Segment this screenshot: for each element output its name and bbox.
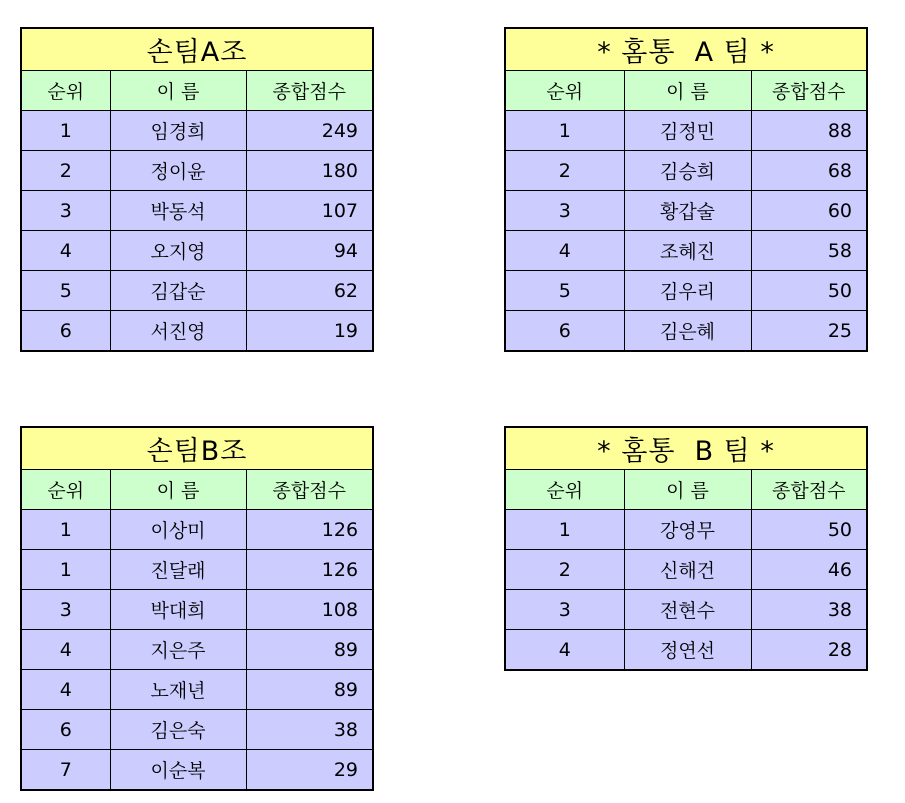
rank-cell: 2 bbox=[505, 550, 624, 590]
name-cell: 김은혜 bbox=[624, 311, 751, 352]
name-cell: 김은숙 bbox=[110, 710, 246, 750]
rank-cell: 3 bbox=[21, 590, 110, 630]
rank-cell: 3 bbox=[21, 191, 110, 231]
rank-cell: 2 bbox=[505, 151, 624, 191]
table-row bbox=[21, 710, 373, 750]
name-cell: 김갑순 bbox=[110, 271, 246, 311]
table-row bbox=[505, 630, 867, 671]
name-cell: 신해건 bbox=[624, 550, 751, 590]
name-cell: 박동석 bbox=[110, 191, 246, 231]
table-row bbox=[21, 510, 373, 550]
score-cell: 62 bbox=[246, 271, 373, 311]
table-row bbox=[505, 271, 867, 311]
table-row bbox=[21, 151, 373, 191]
rank-cell: 1 bbox=[21, 550, 110, 590]
score-cell: 28 bbox=[751, 630, 867, 671]
rank-cell: 2 bbox=[21, 151, 110, 191]
score-cell: 60 bbox=[751, 191, 867, 231]
col-score-header: 종합점수 bbox=[751, 470, 867, 510]
header-row bbox=[505, 470, 867, 510]
name-cell: 오지영 bbox=[110, 231, 246, 271]
team-table-hand-b bbox=[20, 426, 374, 791]
col-score-header: 종합점수 bbox=[751, 71, 867, 111]
name-cell: 김승희 bbox=[624, 151, 751, 191]
score-cell: 88 bbox=[751, 111, 867, 151]
name-cell: 강영무 bbox=[624, 510, 751, 550]
rank-cell: 4 bbox=[505, 231, 624, 271]
rank-cell: 1 bbox=[505, 111, 624, 151]
score-cell: 58 bbox=[751, 231, 867, 271]
table-title: * 홈통 B 팀 * bbox=[505, 427, 867, 470]
table-row bbox=[21, 231, 373, 271]
col-rank-header: 순위 bbox=[21, 470, 110, 510]
name-cell: 황갑술 bbox=[624, 191, 751, 231]
table-row bbox=[21, 550, 373, 590]
score-cell: 180 bbox=[246, 151, 373, 191]
rank-cell: 1 bbox=[21, 111, 110, 151]
score-cell: 19 bbox=[246, 311, 373, 352]
rank-cell: 4 bbox=[21, 231, 110, 271]
table-row bbox=[505, 590, 867, 630]
rank-cell: 5 bbox=[505, 271, 624, 311]
name-cell: 조혜진 bbox=[624, 231, 751, 271]
name-cell: 서진영 bbox=[110, 311, 246, 352]
score-cell: 89 bbox=[246, 670, 373, 710]
table-row bbox=[505, 111, 867, 151]
table-row bbox=[21, 670, 373, 710]
score-cell: 38 bbox=[246, 710, 373, 750]
name-cell: 이상미 bbox=[110, 510, 246, 550]
name-cell: 김정민 bbox=[624, 111, 751, 151]
rank-cell: 6 bbox=[505, 311, 624, 352]
score-cell: 126 bbox=[246, 550, 373, 590]
table-title: * 홈통 A 팀 * bbox=[505, 28, 867, 71]
rank-cell: 1 bbox=[505, 510, 624, 550]
col-name-header: 이 름 bbox=[624, 470, 751, 510]
col-name-header: 이 름 bbox=[110, 71, 246, 111]
score-cell: 25 bbox=[751, 311, 867, 352]
name-cell: 박대희 bbox=[110, 590, 246, 630]
name-cell: 전현수 bbox=[624, 590, 751, 630]
col-rank-header: 순위 bbox=[21, 71, 110, 111]
col-name-header: 이 름 bbox=[110, 470, 246, 510]
table-row bbox=[21, 191, 373, 231]
table-title: 손팀B조 bbox=[21, 427, 373, 470]
table-row bbox=[21, 111, 373, 151]
table-row bbox=[505, 311, 867, 352]
score-cell: 108 bbox=[246, 590, 373, 630]
table-row bbox=[505, 510, 867, 550]
rank-cell: 7 bbox=[21, 750, 110, 791]
score-cell: 94 bbox=[246, 231, 373, 271]
table-row bbox=[21, 750, 373, 791]
name-cell: 정연선 bbox=[624, 630, 751, 671]
team-table-hoomtong-b bbox=[504, 426, 868, 671]
col-score-header: 종합점수 bbox=[246, 71, 373, 111]
table-row bbox=[505, 151, 867, 191]
score-cell: 46 bbox=[751, 550, 867, 590]
rank-cell: 1 bbox=[21, 510, 110, 550]
name-cell: 지은주 bbox=[110, 630, 246, 670]
table-title: 손팀A조 bbox=[21, 28, 373, 71]
score-cell: 38 bbox=[751, 590, 867, 630]
rank-cell: 4 bbox=[21, 630, 110, 670]
rank-cell: 3 bbox=[505, 590, 624, 630]
name-cell: 김우리 bbox=[624, 271, 751, 311]
score-cell: 50 bbox=[751, 510, 867, 550]
table-row bbox=[21, 311, 373, 352]
score-cell: 126 bbox=[246, 510, 373, 550]
table-row bbox=[505, 550, 867, 590]
score-cell: 107 bbox=[246, 191, 373, 231]
score-cell: 50 bbox=[751, 271, 867, 311]
col-rank-header: 순위 bbox=[505, 470, 624, 510]
team-table-hoomtong-a bbox=[504, 27, 868, 352]
score-cell: 249 bbox=[246, 111, 373, 151]
score-cell: 89 bbox=[246, 630, 373, 670]
rank-cell: 4 bbox=[21, 670, 110, 710]
rank-cell: 6 bbox=[21, 311, 110, 352]
name-cell: 이순복 bbox=[110, 750, 246, 791]
col-score-header: 종합점수 bbox=[246, 470, 373, 510]
rank-cell: 4 bbox=[505, 630, 624, 671]
team-table-hand-a bbox=[20, 27, 374, 352]
rank-cell: 6 bbox=[21, 710, 110, 750]
table-row bbox=[21, 271, 373, 311]
name-cell: 노재년 bbox=[110, 670, 246, 710]
name-cell: 정이윤 bbox=[110, 151, 246, 191]
header-row bbox=[21, 470, 373, 510]
col-name-header: 이 름 bbox=[624, 71, 751, 111]
table-row bbox=[505, 231, 867, 271]
name-cell: 임경희 bbox=[110, 111, 246, 151]
table-row bbox=[505, 191, 867, 231]
header-row bbox=[505, 71, 867, 111]
name-cell: 진달래 bbox=[110, 550, 246, 590]
table-row bbox=[21, 630, 373, 670]
rank-cell: 5 bbox=[21, 271, 110, 311]
score-cell: 68 bbox=[751, 151, 867, 191]
score-cell: 29 bbox=[246, 750, 373, 791]
table-row bbox=[21, 590, 373, 630]
col-rank-header: 순위 bbox=[505, 71, 624, 111]
rank-cell: 3 bbox=[505, 191, 624, 231]
header-row bbox=[21, 71, 373, 111]
